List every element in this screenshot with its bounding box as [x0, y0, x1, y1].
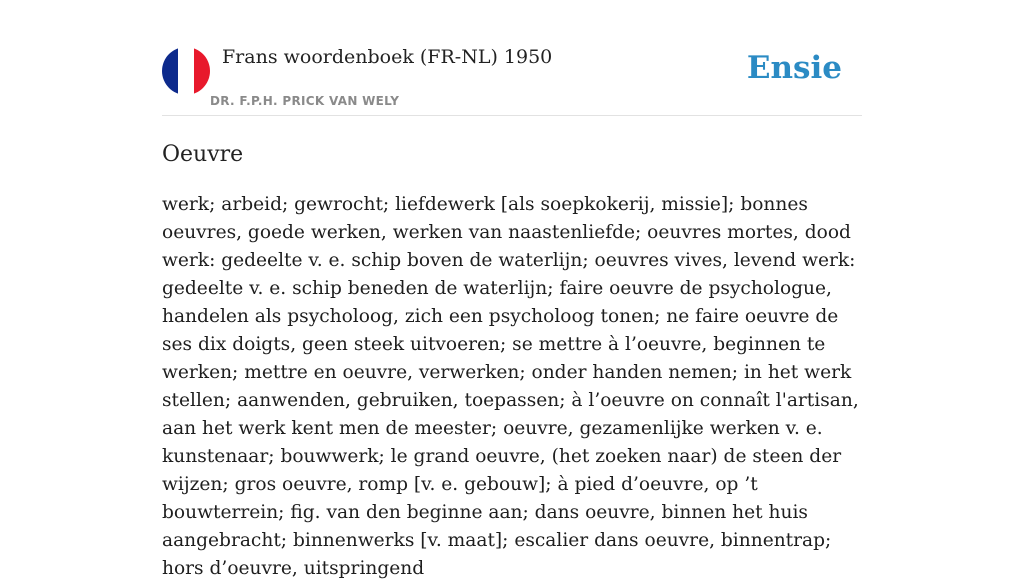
dictionary-header — [162, 40, 862, 116]
flag-stripe-blue — [162, 47, 178, 95]
ensie-logo[interactable]: Ensie — [746, 50, 842, 86]
flag-stripe-red — [194, 47, 210, 95]
flag-stripe-white — [178, 47, 194, 95]
france-flag-icon — [162, 47, 210, 95]
dictionary-title[interactable]: Frans woordenboek (FR-NL) 1950 — [222, 46, 553, 68]
dictionary-author: DR. F.P.H. PRICK VAN WELY — [210, 94, 400, 108]
dictionary-card — [162, 40, 862, 583]
entry-headword: Oeuvre — [162, 142, 244, 167]
entry-definition: werk; arbeid; gewrocht; liefdewerk [als soepkokerij, missie]; bonnes oeuvres, goede werken, werken van naastenliefde; oeuvres mortes, dood werk: gedeelte v. e. schip boven de waterlijn; oeuvres vives, levend werk: gedeelte v. e. schip beneden de waterlijn; faire oeuvre de psychologue, handelen als psycholoog, zich een psycholoog tonen; ne faire oeuvre de ses dix doigts, geen steek uitvoeren; se mettre à l’oeuvre, beginnen te werken; mettre en oeuvre, verwerken; onder handen nemen; in het werk stellen; aanwenden, gebruiken, toepassen; à l’oeuvre on connaît l'artisan, aan het werk kent men de meester; oeuvre, gezamenlijke werken v. e. kunstenaar; bouwwerk; le grand oeuvre, (het zoeken naar) de steen der wijzen; gros oeuvre, romp [v. e. gebouw]; à pied d’oeuvre, op ’t bouwterrein; fig. van den beginne aan; dans oeuvre, binnen het huis aangebracht; binnenwerks [v. maat]; escalier dans oeuvre, binnentrap; hors d’oeuvre, uitspringend — [162, 194, 859, 579]
